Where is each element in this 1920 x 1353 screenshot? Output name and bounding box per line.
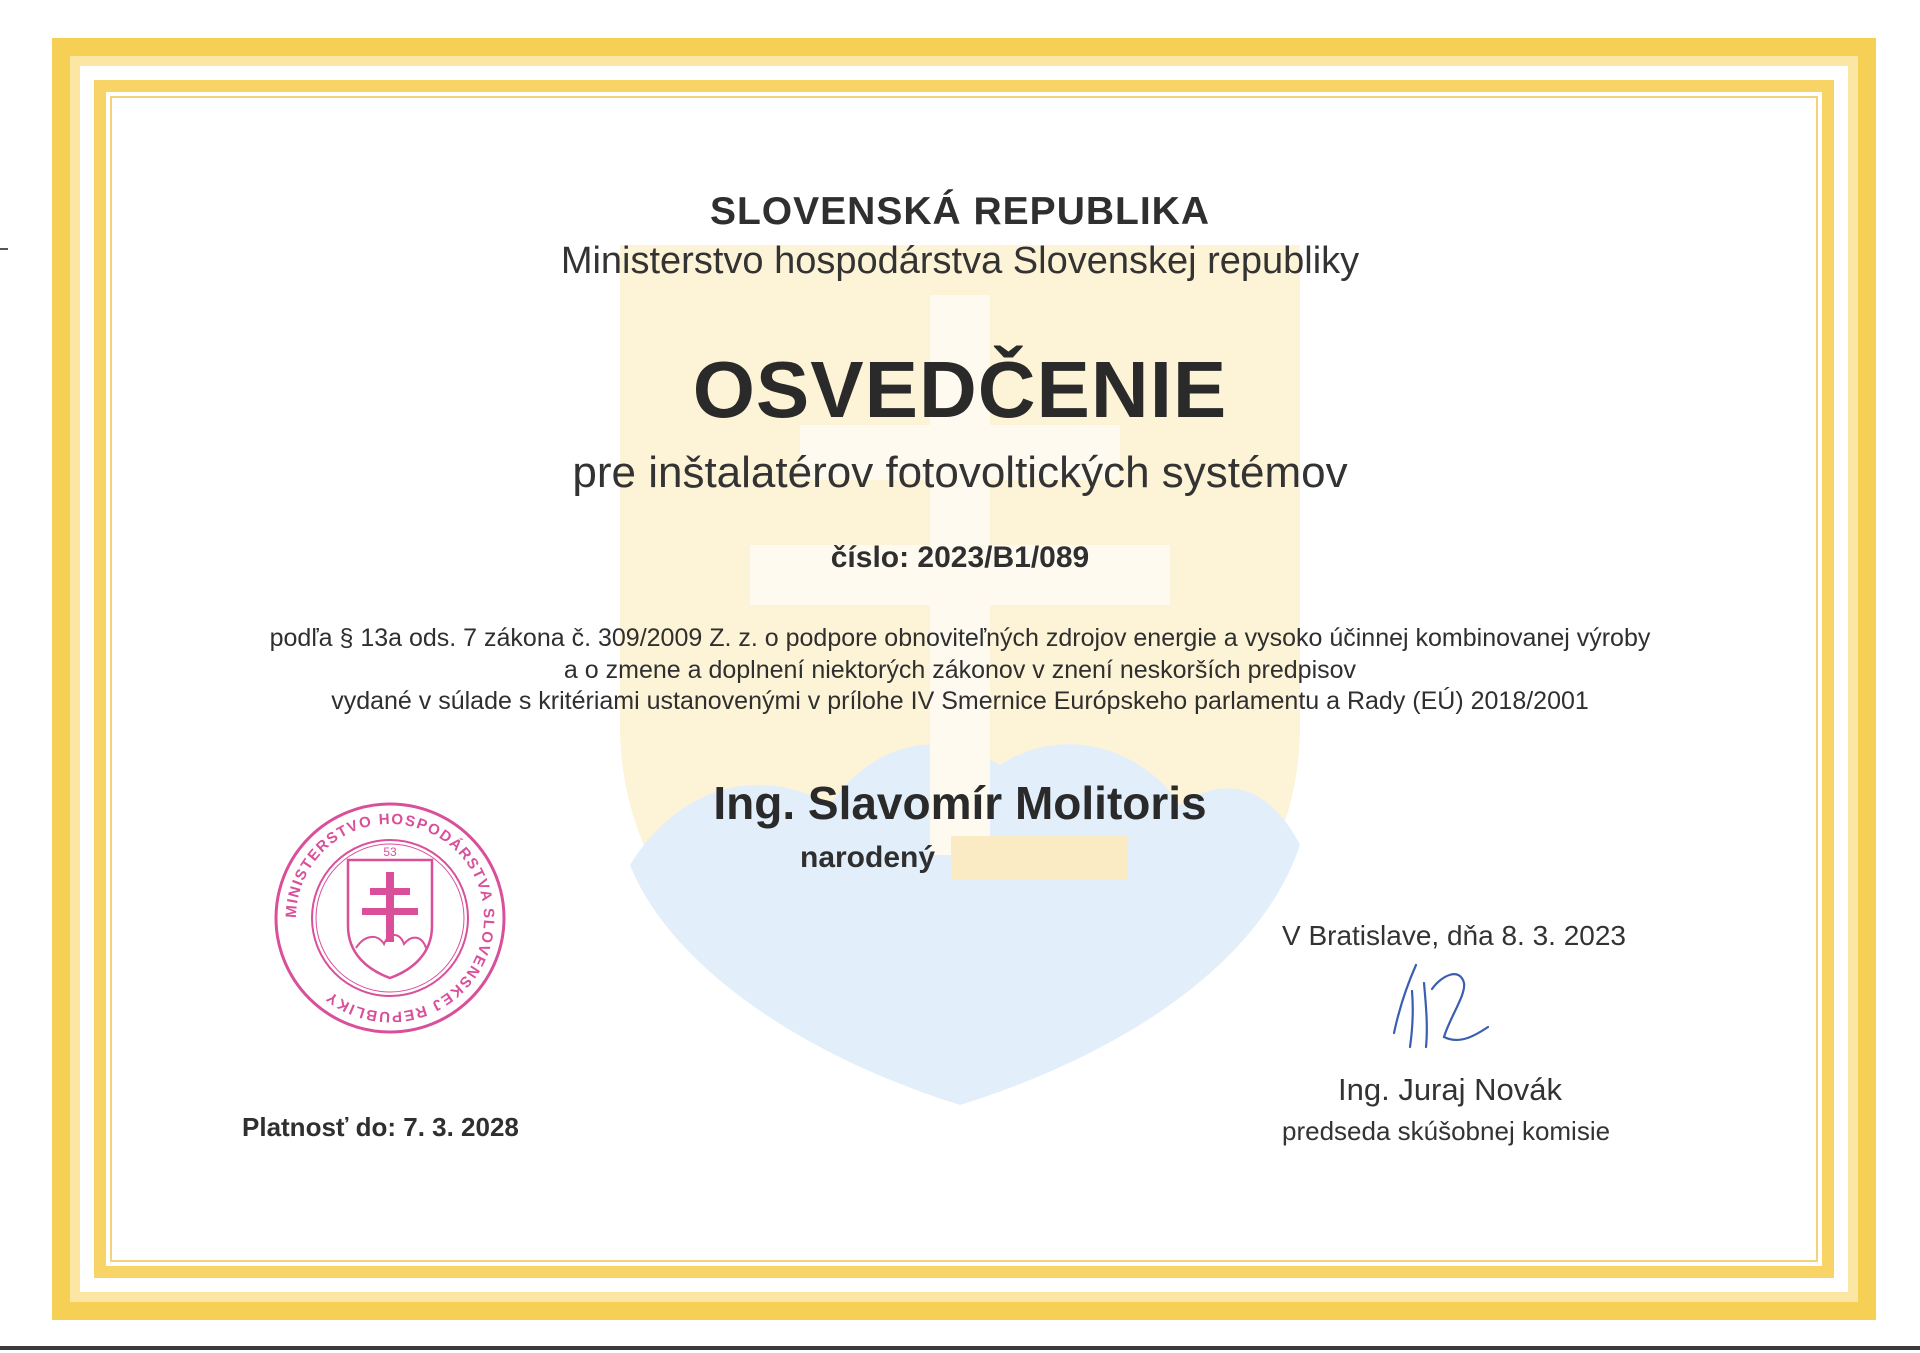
stamp-number: 53 <box>383 845 397 859</box>
stamp-text: MINISTERSTVO HOSPODÁRSTVA SLOVENSKEJ REPUBLIKY <box>282 810 498 1026</box>
scan-edge-line <box>0 1346 1920 1350</box>
birth-date-row <box>800 835 1127 881</box>
certificate-number: číslo: 2023/B1/089 <box>830 541 1090 574</box>
legal-basis-line-1: podľa § 13a ods. 7 zákona č. 309/2009 Z. z. o podpore obnoviteľných zdrojov energie a vysoko účinnej kombinovanej výroby <box>269 624 1651 652</box>
signer-name: Ing. Juraj Novák <box>1338 1072 1562 1107</box>
certificate-subtitle: pre inštalatérov fotovoltických systémov <box>572 448 1348 497</box>
birth-date-label: narodený <box>800 841 936 874</box>
validity-date: Platnosť do: 7. 3. 2028 <box>242 1112 519 1142</box>
signer-role: predseda skúšobnej komisie <box>1282 1116 1611 1146</box>
issue-place-date: V Bratislave, dňa 8. 3. 2023 <box>1282 920 1626 951</box>
certificate-title: OSVEDČENIE <box>692 345 1228 434</box>
holder-name: Ing. Slavomír Molitoris <box>713 777 1207 829</box>
legal-basis-line-3: vydané v súlade s kritériami ustanovenými v prílohe IV Smernice Európskeho parlamentu a Rady (EÚ) 2018/2001 <box>331 687 1589 715</box>
issuing-country: SLOVENSKÁ REPUBLIKA <box>709 190 1211 233</box>
issuing-ministry: Ministerstvo hospodárstva Slovenskej republiky <box>560 240 1360 282</box>
birth-date-redacted <box>951 836 1127 880</box>
official-stamp <box>270 798 510 1038</box>
signature <box>1380 955 1500 1055</box>
legal-basis-line-2: a o zmene a doplnení niektorých zákonov v znení neskorších predpisov <box>563 656 1357 684</box>
